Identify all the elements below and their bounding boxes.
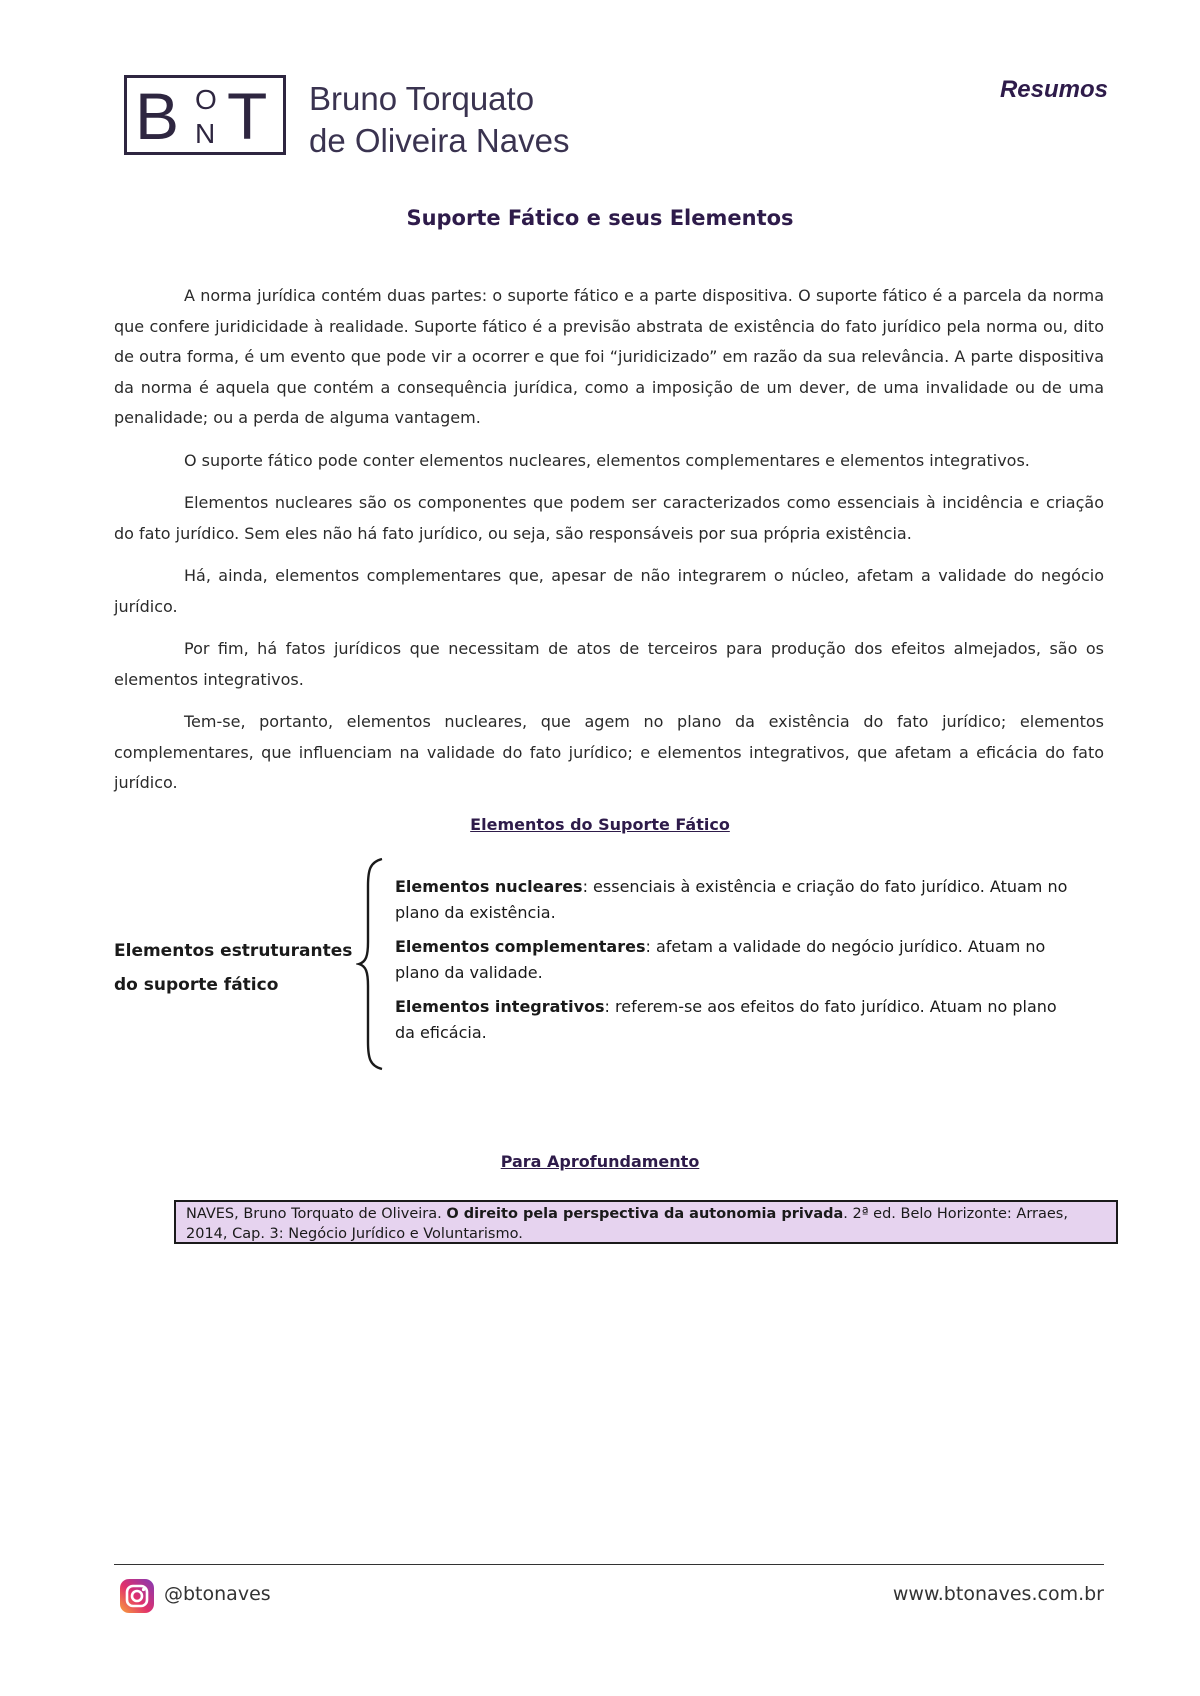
brand-name-line2: de Oliveira Naves — [309, 122, 570, 159]
diagram-item — [395, 934, 1081, 986]
diagram-item — [395, 874, 1081, 926]
curly-brace-icon — [356, 856, 386, 1072]
item-term: Elementos integrativos — [395, 997, 605, 1016]
paragraph: O suporte fático pode conter elementos nucleares, elementos complementares e elementos integrativos. — [184, 450, 1030, 470]
item-term: Elementos nucleares — [395, 877, 583, 896]
brand-name — [309, 78, 569, 162]
diagram-item — [395, 994, 1081, 1046]
logo-letter-b: B — [135, 79, 180, 153]
paragraph: Há, ainda, elementos complementares que, apesar de não integrarem o núcleo, afetam a validade do negócio jurídico. — [114, 566, 1104, 616]
diagram-heading: Elementos do Suporte Fático — [470, 815, 730, 834]
logo-letter-n: N — [195, 118, 216, 149]
reference-suffix: . 2ª ed. Belo Horizonte: Arraes, 2014, Cap. 3: Negócio Jurídico e Voluntarismo. — [186, 1206, 1068, 1242]
brand-name-line1: Bruno Torquato — [309, 80, 535, 117]
paragraph: A norma jurídica contém duas partes: o suporte fático e a parte dispositiva. O suporte fático é a parcela da norma que confere juridicidade à realidade. Suporte fático é a previsão abstrata de existência do fato jurídico pela norma ou, dito de outra forma, é um evento que pode vir a ocorrer e que foi “juridicizado” em razão da sua relevância. A parte dispositiva da norma é aquela que contém a consequência jurídica, como a imposição de um dever, de uma invalidade ou de uma penalidade; ou a perda de alguma vantagem. — [114, 286, 1104, 427]
paragraph: Elementos nucleares são os componentes que podem ser caracterizados como essenciais à incidência e criação do fato jurídico. Sem eles não há fato jurídico, ou seja, são responsáveis por sua própria existência. — [114, 493, 1104, 543]
reference-box — [174, 1200, 1118, 1244]
paragraph: Por fim, há fatos jurídicos que necessitam de atos de terceiros para produção dos efeitos almejados, são os elementos integrativos. — [114, 639, 1104, 689]
item-term: Elementos complementares — [395, 937, 646, 956]
website-link[interactable]: www.btonaves.com.br — [892, 1583, 1104, 1605]
item-desc: : afetam a validade do negócio jurídico. Atuam no plano da validade. — [395, 937, 1046, 982]
logo-letter-t: T — [227, 79, 268, 153]
brand-logo — [124, 75, 286, 155]
footer-divider — [114, 1564, 1104, 1565]
further-reading-heading: Para Aprofundamento — [500, 1152, 700, 1171]
diagram-label: Elementos estruturantes do suporte fático — [114, 941, 353, 995]
instagram-icon[interactable] — [119, 1578, 155, 1614]
item-desc: : referem-se aos efeitos do fato jurídico. Atuam no plano da eficácia. — [395, 997, 1057, 1042]
section-tag: Resumos — [999, 76, 1108, 103]
document-title: Suporte Fático e seus Elementos — [406, 206, 794, 230]
reference-prefix: NAVES, Bruno Torquato de Oliveira. — [186, 1206, 447, 1222]
paragraph: Tem-se, portanto, elementos nucleares, que agem no plano da existência do fato jurídico; elementos complementares, que influenciam na validade do fato jurídico; e elementos integrativos, que afetam a eficácia do fato jurídico. — [114, 712, 1104, 792]
body-text — [114, 281, 1104, 811]
diagram-items — [395, 874, 1081, 1054]
social-handle[interactable]: @btonaves — [164, 1583, 271, 1605]
logo-letter-o: O — [195, 84, 217, 115]
item-desc: : essenciais à existência e criação do fato jurídico. Atuam no plano da existência. — [395, 877, 1068, 922]
reference-title: O direito pela perspectiva da autonomia privada — [446, 1206, 844, 1222]
